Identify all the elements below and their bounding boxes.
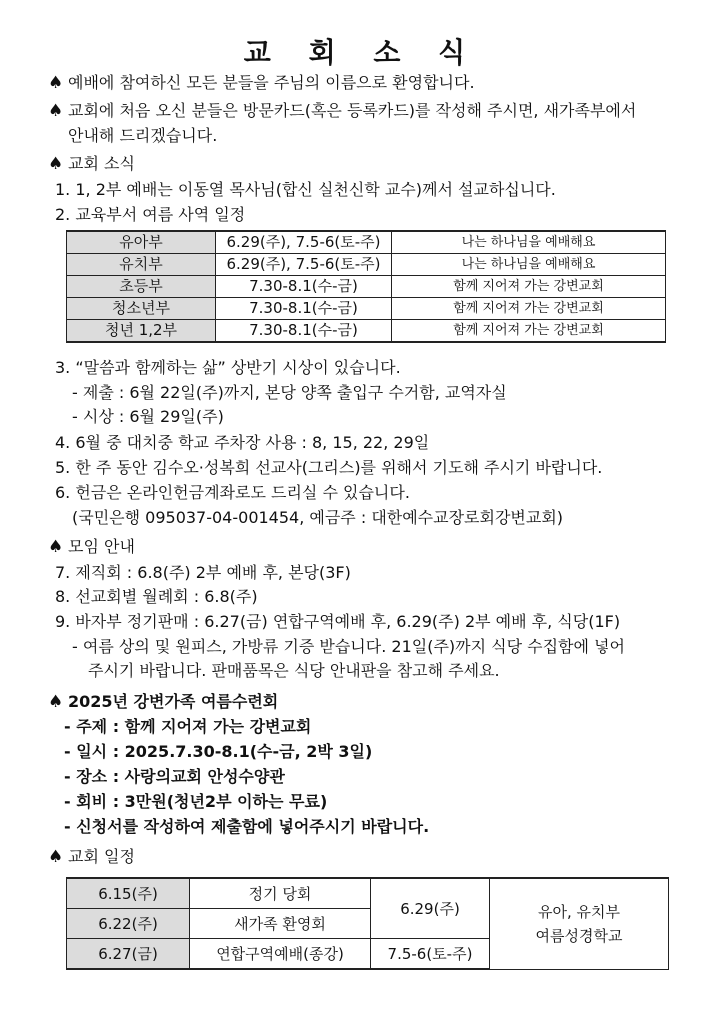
- theme-cell: 나는 하나님을 예배해요: [392, 231, 666, 254]
- meeting-item-8: 8. 선교회별 월례회 : 6.8(주): [55, 587, 258, 606]
- retreat-place: - 장소 : 사랑의교회 안성수양관: [64, 767, 285, 786]
- schedule-date-cell: 7.5-6(토-주): [371, 939, 490, 970]
- spade-icon: ♠: [48, 154, 64, 174]
- news-item-6: 6. 헌금은 온라인헌금계좌로도 드리실 수 있습니다.: [55, 483, 410, 502]
- schedule-event-cell: 연합구역예배(종강): [190, 939, 371, 970]
- meeting-item-9: 9. 바자부 정기판매 : 6.27(금) 연합구역예배 후, 6.29(주) 2부 예배 후, 식당(1F): [55, 612, 621, 631]
- table-row: [67, 320, 666, 343]
- retreat-dates: - 일시 : 2025.7.30-8.1(수-금, 2박 3일): [64, 742, 373, 761]
- meeting-item-9-sub-1: - 여름 상의 및 원피스, 가방류 기증 받습니다. 21일(주)까지 식당 수집함에 넣어: [72, 637, 625, 656]
- theme-cell: 함께 지어져 가는 강변교회: [392, 276, 666, 298]
- date-cell: 7.30-8.1(수-금): [216, 320, 392, 343]
- news-item-6-sub: (국민은행 095037-04-001454, 예금주 : 대한예수교장로회강변교회): [72, 508, 564, 527]
- table-row: [67, 254, 666, 276]
- schedule-event-cell: 정기 당회: [190, 878, 371, 909]
- retreat-theme: - 주제 : 함께 지어져 가는 강변교회: [64, 717, 312, 736]
- meeting-heading: ♠ 모임 안내: [48, 537, 135, 557]
- table-row: [67, 276, 666, 298]
- church-schedule-table: [66, 877, 669, 970]
- schedule-desc-cell: [490, 878, 669, 969]
- welcome-line-2: ♠ 교회에 처음 오신 분들은 방문카드(혹은 등록카드)를 작성해 주시면, 새가족부에서: [48, 101, 637, 121]
- news-item-4: 4. 6월 중 대치중 학교 주차장 사용 : 8, 15, 22, 29일: [55, 433, 430, 452]
- summer-ministry-table: [66, 230, 666, 343]
- spade-icon: ♠: [48, 692, 64, 712]
- schedule-date-cell: 6.29(주): [371, 878, 490, 939]
- welcome-line-1: ♠ 예배에 참여하신 모든 분들을 주님의 이름으로 환영합니다.: [48, 73, 475, 93]
- news-item-3-sub-1: - 제출 : 6월 22일(주)까지, 본당 양쪽 출입구 수거함, 교역자실: [72, 383, 507, 402]
- news-heading: ♠ 교회 소식: [48, 154, 135, 174]
- schedule-date-cell: 6.22(주): [67, 909, 190, 939]
- retreat-apply: - 신청서를 작성하여 제출함에 넣어주시기 바랍니다.: [64, 817, 430, 836]
- news-item-3: 3. “말씀과 함께하는 삶” 상반기 시상이 있습니다.: [55, 358, 401, 377]
- dept-cell: 유치부: [67, 254, 216, 276]
- theme-cell: 함께 지어져 가는 강변교회: [392, 320, 666, 343]
- dept-cell: 초등부: [67, 276, 216, 298]
- retreat-fee: - 회비 : 3만원(청년2부 이하는 무료): [64, 792, 328, 811]
- schedule-date-cell: 6.15(주): [67, 878, 190, 909]
- schedule-desc-line: 여름성경학교: [535, 926, 623, 945]
- welcome-line-3: 안내해 드리겠습니다.: [68, 126, 218, 145]
- spade-icon: ♠: [48, 537, 64, 557]
- schedule-desc-line: 유아, 유치부: [538, 902, 620, 921]
- theme-cell: 함께 지어져 가는 강변교회: [392, 298, 666, 320]
- meeting-item-9-sub-2: 주시기 바랍니다. 판매품목은 식당 안내판을 참고해 주세요.: [88, 661, 500, 680]
- table-row: [67, 298, 666, 320]
- dept-cell: 청소년부: [67, 298, 216, 320]
- table-row: [67, 878, 669, 909]
- news-item-1: 1. 1, 2부 예배는 이동열 목사님(합신 실천신학 교수)께서 설교하십니다.: [55, 180, 556, 199]
- schedule-date-cell: 6.27(금): [67, 939, 190, 970]
- theme-cell: 나는 하나님을 예배해요: [392, 254, 666, 276]
- news-item-3-sub-2: - 시상 : 6월 29일(주): [72, 407, 224, 426]
- retreat-heading: ♠ 2025년 강변가족 여름수련회: [48, 692, 279, 712]
- news-item-2: 2. 교육부서 여름 사역 일정: [55, 205, 246, 224]
- page-title: 교 회 소 식: [243, 36, 480, 69]
- dept-cell: 유아부: [67, 231, 216, 254]
- meeting-item-7: 7. 제직회 : 6.8(주) 2부 예배 후, 본당(3F): [55, 563, 351, 582]
- dept-cell: 청년 1,2부: [67, 320, 216, 343]
- schedule-event-cell: 새가족 환영회: [190, 909, 371, 939]
- schedule-heading: ♠ 교회 일정: [48, 847, 135, 867]
- date-cell: 6.29(주), 7.5-6(토-주): [216, 254, 392, 276]
- table-row: [67, 231, 666, 254]
- date-cell: 7.30-8.1(수-금): [216, 298, 392, 320]
- date-cell: 7.30-8.1(수-금): [216, 276, 392, 298]
- spade-icon: ♠: [48, 847, 64, 867]
- date-cell: 6.29(주), 7.5-6(토-주): [216, 231, 392, 254]
- spade-icon: ♠: [48, 101, 64, 121]
- news-item-5: 5. 한 주 동안 김수오·성복희 선교사(그리스)를 위해서 기도해 주시기 바랍니다.: [55, 458, 603, 477]
- spade-icon: ♠: [48, 73, 64, 93]
